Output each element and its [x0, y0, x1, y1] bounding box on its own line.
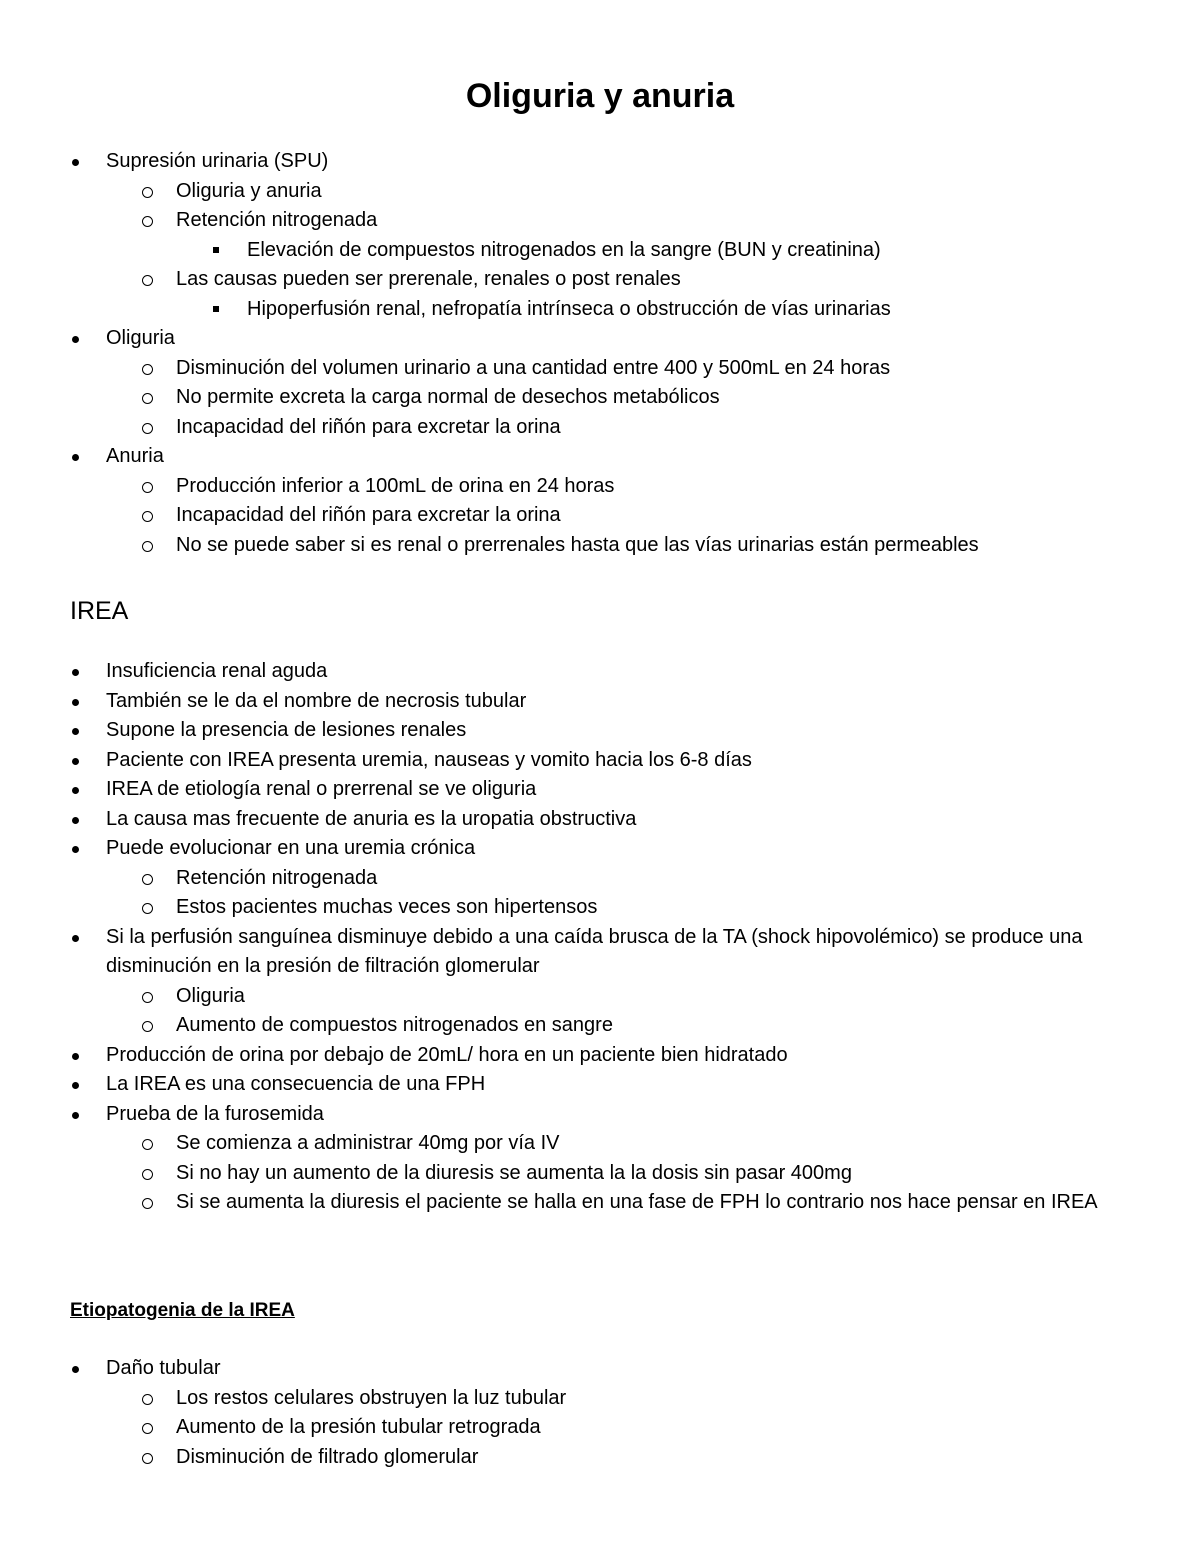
list-item-text: Hipoperfusión renal, nefropatía intrínseca o obstrucción de vías urinarias	[247, 297, 891, 320]
list-item	[0, 657, 1106, 687]
sub-list-item	[0, 383, 1106, 413]
list-item	[0, 1070, 1106, 1100]
list-item-text: No permite excreta la carga normal de desechos metabólicos	[176, 386, 720, 408]
sub-list-item	[0, 864, 1106, 894]
list-item-text: Disminución del volumen urinario a una cantidad entre 400 y 500mL en 24 horas	[176, 356, 891, 379]
bullet-circle-icon	[142, 1198, 153, 1209]
bullet-dot-icon	[72, 336, 79, 343]
sub-list-item	[0, 531, 1106, 561]
list-item-text: No se puede saber si es renal o prerrenales hasta que las vías urinarias están permeables	[176, 533, 979, 556]
list-item	[0, 147, 1106, 324]
list-item-text: Puede evolucionar en una uremia crónica	[106, 837, 476, 859]
section-heading-etiopatogenia: Etiopatogenia de la IREA	[70, 1300, 295, 1321]
bullet-circle-icon	[142, 1169, 153, 1180]
sub-list-item	[0, 1413, 1106, 1443]
bullet-circle-icon	[142, 511, 153, 522]
bullet-circle-icon	[142, 541, 153, 552]
bullet-circle-icon	[142, 423, 153, 434]
bullet-circle-icon	[142, 482, 153, 493]
sub-sub-list-item	[0, 295, 1107, 325]
sub-list-item	[0, 982, 1106, 1012]
bullet-square-icon	[213, 306, 219, 312]
list-item-text: Supresión urinaria (SPU)	[106, 150, 329, 172]
list-item-text: Aumento de la presión tubular retrograda	[176, 1416, 541, 1438]
list-item-text: Incapacidad del riñón para excretar la orina	[176, 504, 561, 526]
sub-list-item	[0, 1188, 1106, 1218]
bullet-circle-icon	[142, 1394, 153, 1405]
sub-list-item	[0, 413, 1106, 443]
bullet-dot-icon	[72, 787, 79, 794]
sub-list-item	[0, 206, 1106, 265]
bullet-circle-icon	[142, 874, 153, 885]
list-item-text: Retención nitrogenada	[176, 209, 378, 231]
section-heading-irea: IREA	[70, 597, 129, 625]
sub-list-item	[0, 1129, 1106, 1159]
list-item	[0, 1354, 1106, 1472]
list-item-text: Disminución de filtrado glomerular	[176, 1445, 479, 1468]
sub-list-item	[0, 177, 1106, 207]
nested-list	[106, 982, 1106, 1041]
list-item-text: Oliguria	[106, 327, 175, 349]
bullet-circle-icon	[142, 1423, 153, 1434]
sub-list-item	[0, 354, 1106, 384]
list-item	[0, 834, 1106, 923]
list-item-text: La IREA es una consecuencia de una FPH	[106, 1073, 486, 1095]
list-item	[0, 687, 1106, 717]
bullet-dot-icon	[72, 1082, 79, 1089]
list-item-text: Anuria	[106, 445, 164, 467]
list-item-text: Insuficiencia renal aguda	[106, 660, 328, 682]
bullet-circle-icon	[142, 393, 153, 404]
list-item-text: IREA de etiología renal o prerrenal se ve oliguria	[106, 778, 537, 800]
list-item	[0, 324, 1106, 442]
list-item-text: Incapacidad del riñón para excretar la orina	[176, 415, 561, 438]
list-item-text: Si la perfusión sanguínea disminuye debido a una caída brusca de la TA (shock hipovolémico) se produce una disminución en la presión de filtración glomerular	[106, 925, 1083, 977]
bullet-dot-icon	[72, 1053, 79, 1060]
list-item-text: Aumento de compuestos nitrogenados en sangre	[176, 1014, 613, 1036]
list-item-text: Los restos celulares obstruyen la luz tubular	[176, 1386, 567, 1409]
list-item-text: Daño tubular	[106, 1357, 221, 1379]
bullet-dot-icon	[72, 669, 79, 676]
bullet-circle-icon	[142, 903, 153, 914]
sub-sub-list-item	[0, 236, 1107, 266]
bullet-dot-icon	[72, 758, 79, 765]
sub-list-item	[0, 1011, 1106, 1041]
list-item-text: Supone la presencia de lesiones renales	[106, 719, 467, 741]
bullet-list-section2	[0, 657, 1200, 1218]
bullet-dot-icon	[72, 159, 79, 166]
list-item-text: Si no hay un aumento de la diuresis se aumenta la la dosis sin pasar 400mg	[176, 1161, 852, 1184]
bullet-circle-icon	[142, 1021, 153, 1032]
list-item	[0, 1041, 1106, 1071]
nested-list	[106, 864, 1106, 923]
list-item-text: Paciente con IREA presenta uremia, nauseas y vomito hacia los 6-8 días	[106, 748, 752, 771]
list-item	[0, 775, 1106, 805]
bullet-circle-icon	[142, 216, 153, 227]
list-item-text: Prueba de la furosemida	[106, 1102, 324, 1125]
list-item	[0, 805, 1106, 835]
bullet-dot-icon	[72, 699, 79, 706]
sub-list-item	[0, 1443, 1106, 1473]
list-item-text: Las causas pueden ser prerenale, renales o post renales	[176, 268, 681, 290]
nested-list	[106, 354, 1106, 443]
list-item-text: Estos pacientes muchas veces son hipertensos	[176, 896, 598, 918]
sub-list-item	[0, 501, 1106, 531]
nested-list	[106, 1129, 1106, 1218]
sub-list-item	[0, 1384, 1106, 1414]
sub-list-item	[0, 265, 1106, 324]
nested-list	[106, 177, 1106, 325]
bullet-square-icon	[213, 247, 219, 253]
nested-list	[176, 295, 1106, 325]
list-item	[0, 923, 1106, 1041]
nested-list	[106, 1384, 1106, 1473]
list-item-text: La causa mas frecuente de anuria es la uropatia obstructiva	[106, 807, 637, 830]
list-item	[0, 1100, 1106, 1218]
page-title: Oliguria y anuria	[465, 77, 735, 115]
bullet-dot-icon	[72, 728, 79, 735]
bullet-dot-icon	[72, 846, 79, 853]
sub-list-item	[0, 472, 1106, 502]
bullet-dot-icon	[72, 935, 79, 942]
bullet-circle-icon	[142, 1139, 153, 1150]
bullet-dot-icon	[72, 1366, 79, 1373]
list-item-text: Si se aumenta la diuresis el paciente se halla en una fase de FPH lo contrario nos hace pensar en IREA	[176, 1191, 1098, 1213]
bullet-list-section3	[0, 1354, 1200, 1472]
bullet-dot-icon	[72, 817, 79, 824]
list-item-text: Retención nitrogenada	[176, 866, 378, 889]
list-item-text: Producción de orina por debajo de 20mL/ hora en un paciente bien hidratado	[106, 1043, 788, 1066]
list-item-text: Elevación de compuestos nitrogenados en la sangre (BUN y creatinina)	[247, 238, 881, 261]
sub-list-item	[0, 1159, 1106, 1189]
bullet-circle-icon	[142, 364, 153, 375]
bullet-circle-icon	[142, 1453, 153, 1464]
bullet-circle-icon	[142, 187, 153, 198]
list-item	[0, 746, 1106, 776]
bullet-circle-icon	[142, 992, 153, 1003]
list-item-text: Producción inferior a 100mL de orina en 24 horas	[176, 474, 615, 497]
list-item	[0, 716, 1106, 746]
list-item	[0, 442, 1106, 560]
list-item-text: Se comienza a administrar 40mg por vía IV	[176, 1132, 560, 1154]
bullet-dot-icon	[72, 454, 79, 461]
list-item-text: Oliguria y anuria	[176, 179, 322, 202]
nested-list	[106, 472, 1106, 561]
list-item-text: También se le da el nombre de necrosis tubular	[106, 689, 527, 712]
bullet-circle-icon	[142, 275, 153, 286]
nested-list	[176, 236, 1106, 266]
sub-list-item	[0, 893, 1106, 923]
list-item-text: Oliguria	[176, 984, 245, 1007]
bullet-list-section1	[0, 147, 1200, 560]
bullet-dot-icon	[72, 1112, 79, 1119]
